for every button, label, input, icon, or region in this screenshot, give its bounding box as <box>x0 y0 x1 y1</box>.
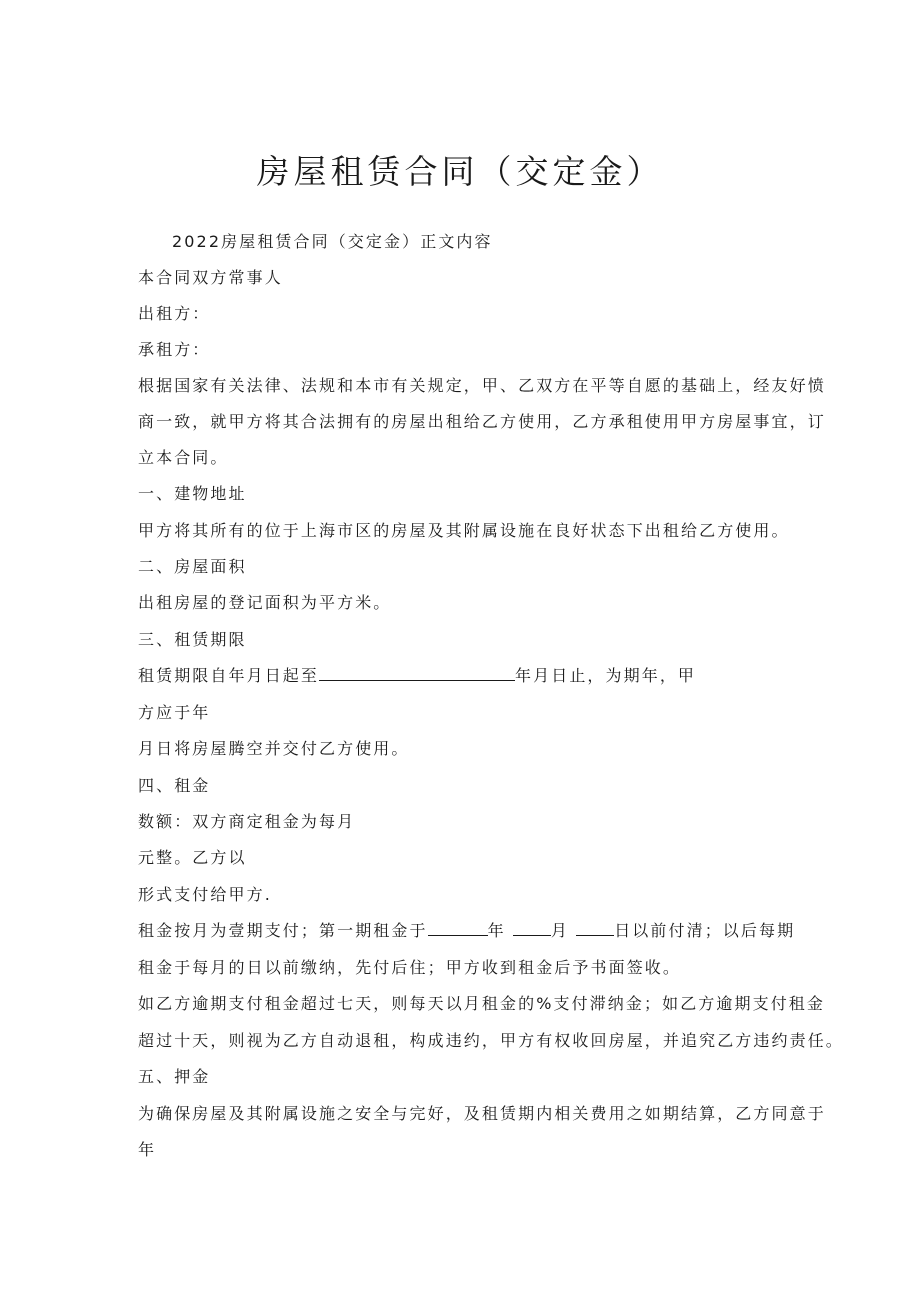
section-heading: 五、押金 <box>138 1067 211 1086</box>
paragraph-line: 商一致，就甲方将其合法拥有的房屋出租给乙方使用，乙方承租使用甲方房屋事宜，订 <box>138 412 826 431</box>
payment-line <box>138 921 795 941</box>
payment-text: 年 <box>487 921 506 940</box>
fill-in-blank[interactable] <box>513 921 551 936</box>
section-heading: 三、租赁期限 <box>138 630 247 649</box>
payment-text: 租金按月为壹期支付；第一期租金于 <box>138 921 428 940</box>
lease-term-text: 年月日止，为期年，甲 <box>515 666 697 685</box>
section-heading: 四、租金 <box>138 776 211 795</box>
fill-in-blank[interactable] <box>319 666 515 681</box>
paragraph-line: 为确保房屋及其附属设施之安全与完好，及租赁期内相关费用之如期结算，乙方同意于 <box>138 1104 826 1123</box>
section-heading: 二、房屋面积 <box>138 557 247 576</box>
paragraph-line: 月日将房屋腾空并交付乙方使用。 <box>138 739 410 758</box>
paragraph-line: 方应于年 <box>138 703 211 722</box>
paragraph-line: 本合同双方常事人 <box>138 268 283 287</box>
payment-text: 日以前付清；以后每期 <box>614 921 796 940</box>
paragraph-line: 租金于每月的日以前缴纳，先付后住；甲方收到租金后予书面签收。 <box>138 958 682 977</box>
paragraph-line: 根据国家有关法律、法规和本市有关规定，甲、乙双方在平等自愿的基础上，经友好愤 <box>138 376 826 395</box>
document-subtitle: 2022房屋租赁合同（交定金）正文内容 <box>172 232 493 251</box>
paragraph-line: 立本合同。 <box>138 448 229 467</box>
paragraph-line: 超过十天，则视为乙方自动退租，构成违约，甲方有权收回房屋，并追究乙方违约责任。 <box>138 1031 844 1050</box>
paragraph-line: 甲方将其所有的位于上海市区的房屋及其附属设施在良好状态下出租给乙方使用。 <box>138 521 790 540</box>
section-heading: 一、建物地址 <box>138 484 247 503</box>
fill-in-blank[interactable] <box>428 921 488 936</box>
lessee-line: 承租方： <box>138 340 211 359</box>
lessor-line: 出租方： <box>138 304 211 323</box>
paragraph-line: 形式支付给甲方. <box>138 885 272 904</box>
paragraph-line: 年 <box>138 1140 157 1159</box>
fill-in-blank[interactable] <box>576 921 614 936</box>
document-title: 房屋租赁合同（交定金） <box>256 152 664 191</box>
paragraph-line: 元整。乙方以 <box>138 848 247 867</box>
payment-text: 月 <box>550 921 570 940</box>
lease-term-line <box>138 666 696 686</box>
paragraph-line: 数额：双方商定租金为每月 <box>138 812 356 831</box>
paragraph-line: 出租房屋的登记面积为平方米。 <box>138 593 392 612</box>
lease-term-text: 租赁期限自年月日起至 <box>138 666 320 685</box>
paragraph-line: 如乙方逾期支付租金超过七天，则每天以月租金的%支付滞纳金；如乙方逾期支付租金 <box>138 994 826 1013</box>
